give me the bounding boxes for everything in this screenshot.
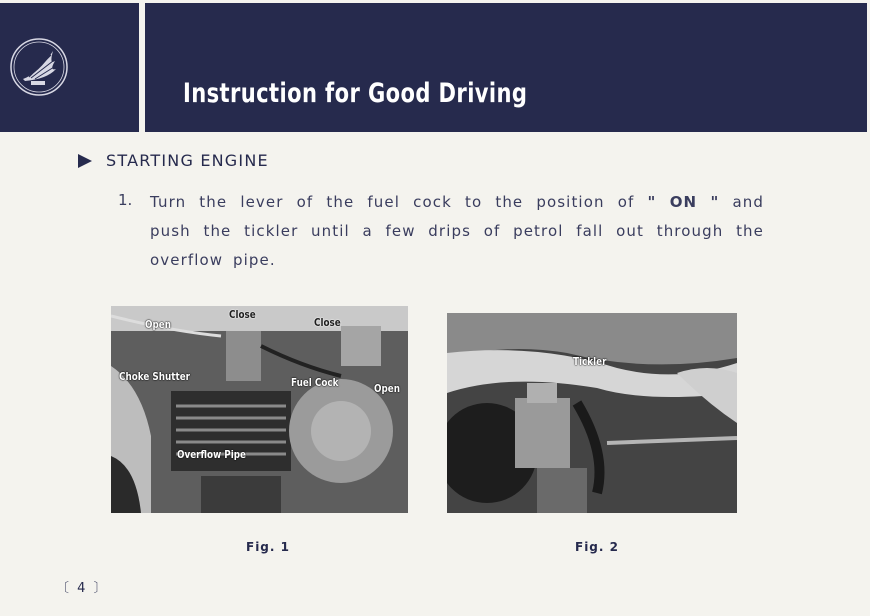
step-text-after: and push the tickler until a few drips of petrol fall out through the overflow pipe. xyxy=(150,193,765,269)
label-close: Close xyxy=(229,308,256,321)
label-tickler: Tickler xyxy=(573,355,607,368)
step-text xyxy=(150,188,764,275)
label-overflow-pipe: Overflow Pipe xyxy=(177,448,247,461)
header-emblem-panel xyxy=(0,3,139,132)
tickler-photo-illustration xyxy=(447,313,737,513)
section-heading: STARTING ENGINE xyxy=(106,151,269,170)
label-choke-shutter: Choke Shutter xyxy=(119,370,191,383)
triangle-right-icon xyxy=(78,154,92,168)
page-number: 〔 4 〕 xyxy=(56,581,109,596)
figure-2-photo xyxy=(447,313,737,513)
header-title-panel xyxy=(145,3,867,132)
label-open: Open xyxy=(145,318,172,331)
page-title: Instruction for Good Driving xyxy=(183,78,528,109)
label-close-2: Close xyxy=(314,316,341,329)
step-text-before: Turn the lever of the fuel cock to the position of xyxy=(150,193,635,211)
label-fuel-cock: Fuel Cock xyxy=(291,376,339,389)
figure-1-photo xyxy=(111,306,408,513)
figure-1-caption: Fig. 1 xyxy=(246,540,290,554)
step-emphasis: " ON " xyxy=(647,193,720,211)
step-number: 1. xyxy=(118,191,133,209)
engine-photo-illustration xyxy=(111,306,408,513)
winged-emblem-icon xyxy=(9,37,69,97)
figure-2-caption: Fig. 2 xyxy=(575,540,619,554)
label-open-2: Open xyxy=(374,382,401,395)
